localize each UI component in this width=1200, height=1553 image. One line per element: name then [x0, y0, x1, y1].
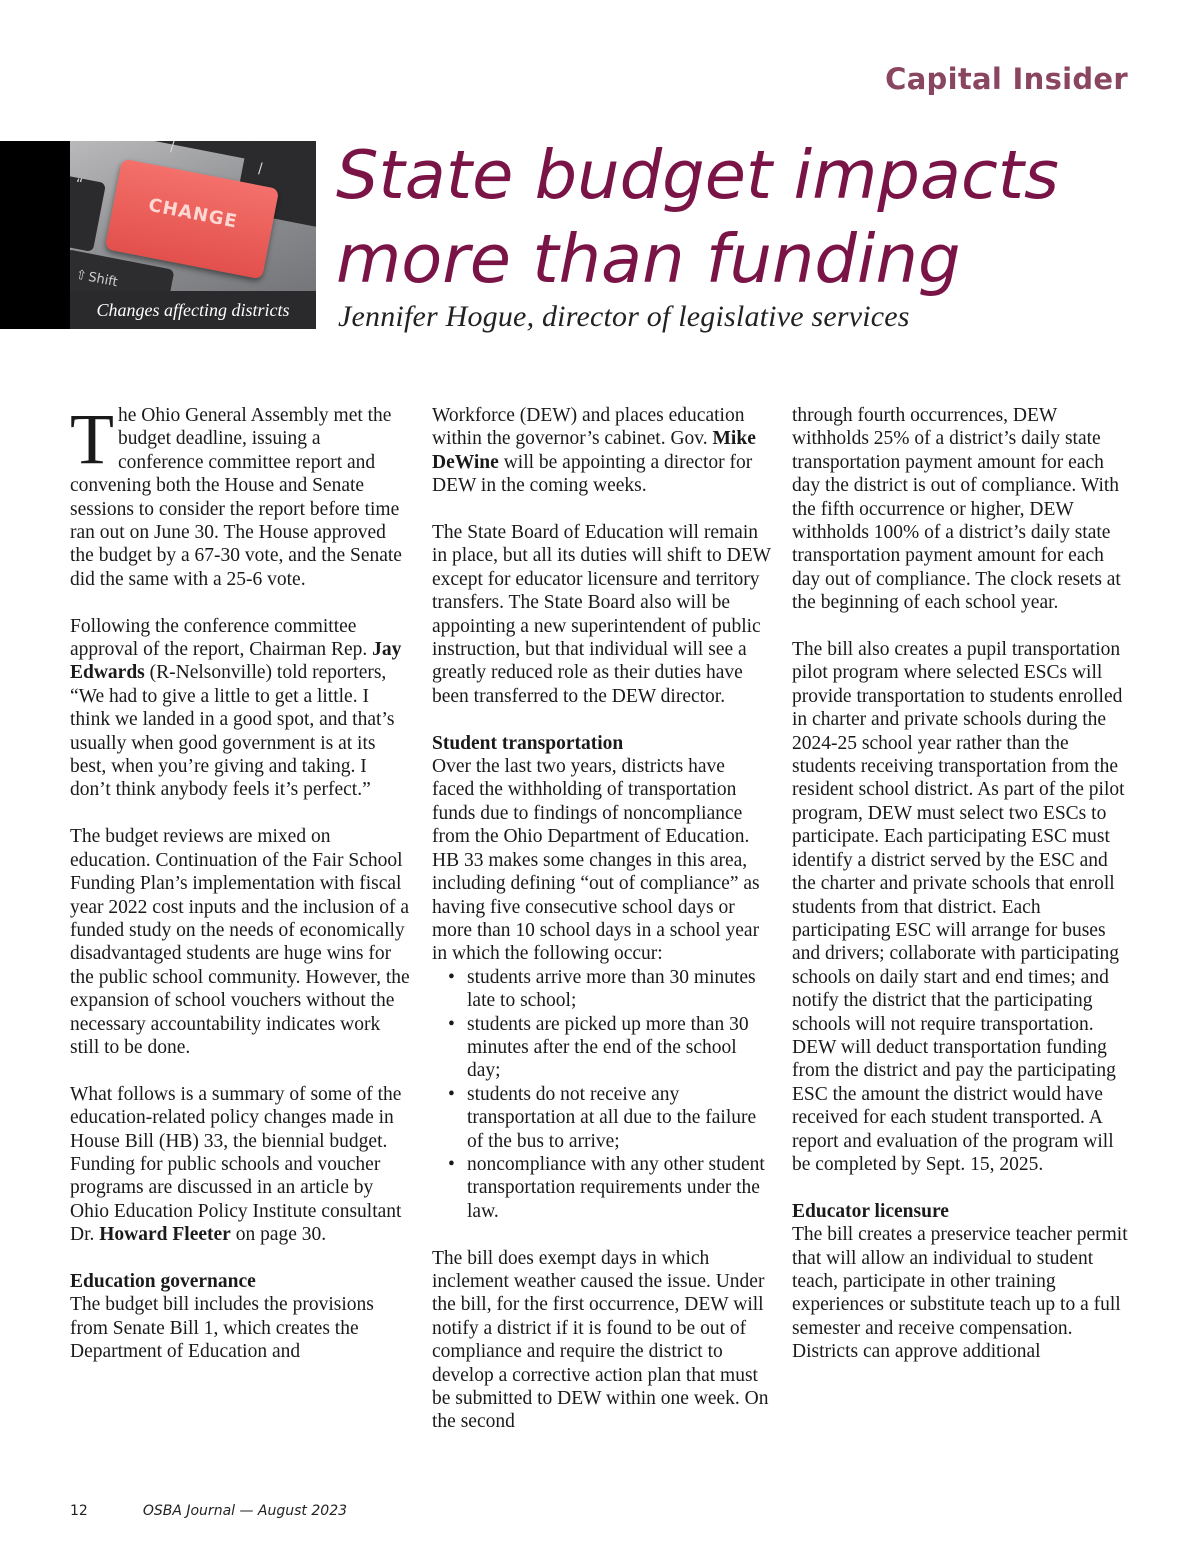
list-item: • students do not receive any transportation at all due to the failure of the bus to arrive; [448, 1083, 772, 1153]
page-number: 12 [70, 1503, 88, 1519]
paragraph: Over the last two years, districts have faced the withholding of transportation funds due to findings of noncompliance from the Ohio Department of Education. HB 33 makes some changes in this area, including defining “out of compliance” as having five consecutive school days or more than 10 school days in a school year in which the following occur: [432, 756, 760, 965]
page-footer [70, 1503, 347, 1519]
list-item: • noncompliance with any other student transportation requirements under the law. [448, 1153, 772, 1223]
shift-arrow-icon: ⇧Shift [74, 267, 119, 291]
paragraph: The Ohio General Assembly met the budget deadline, issuing a conference committee report and convening both the House and Senate sessions to consider the report before time ran out on June 30. The House approved the budget by a 67-30 vote, and the Senate did the same with a 25-6 vote. [70, 399, 402, 590]
paragraph: The bill also creates a pupil transportation pilot program where selected ESCs will provide transportation to students enrolled in charter and private schools during the 2024-25 school year rather than the students receiving transportation from the resident school district. As part of the pilot program, DEW must select two ESCs to participate. Each participating ESC must identify a district served by the ESC and the charter and private schools that enroll students from that district. Each participating ESC will arrange for buses and drivers; collaborate with participating schools on daily start and end times; and notify the district that the participating schools will not require transportation. DEW will deduct transportation funding from the district and pay the participating ESC the amount the district would have received for each student transported. A report and evaluation of the program will be completed by Sept. 15, 2025. [792, 639, 1125, 1175]
publication-name: OSBA Journal — August 2023 [142, 1503, 348, 1519]
key-glyph: “ [76, 177, 84, 193]
paragraph: The budget reviews are mixed on education. Continuation of the Fair School Funding Plan’s implementation with fiscal year 2022 cost inputs and the inclusion of a funded study on the needs of economically disadvantaged students are huge wins for the public school community. However, the expansion of school vouchers without the necessary accountability indicates work still to be done. [70, 826, 410, 1058]
paragraph: The State Board of Education will remain in place, but all its duties will shift to DEW except for educator licensure and territory transfers. The State Board also will be appointing a new superintendent of public instruction, but that individual will see a greatly reduced role as their duties have been transferred to the DEW director. [432, 522, 771, 707]
paragraph: through fourth occurrences, DEW withholds 25% of a district’s daily state transportation payment amount for each day the district is out of compliance. With the fifth occurrence or higher, DEW withholds 100% of a district’s daily state transportation payment amount for each day out of compliance. The clock resets at the beginning of each school year. [792, 405, 1121, 614]
headline-line: more than funding [336, 220, 961, 298]
drop-cap: T [70, 399, 114, 479]
section-label: Capital Insider [885, 62, 1128, 96]
key-glyph: / [258, 161, 263, 177]
subheading-governance: Education governance [70, 1270, 256, 1292]
person-name: Howard Fleeter [99, 1224, 231, 1246]
hero-caption: Changes affecting districts [70, 291, 316, 329]
subheading-licensure: Educator licensure [792, 1200, 949, 1222]
article-headline [336, 133, 1059, 301]
paragraph: The budget bill includes the provisions from Senate Bill 1, which creates the Department of Education and [70, 1294, 374, 1363]
person-name: Jay Edwards [70, 639, 402, 684]
list-item: • students are picked up more than 30 minutes after the end of the school day; [448, 1013, 772, 1083]
article-column-3 [792, 404, 1132, 1364]
key-glyph: / [170, 141, 175, 155]
person-name: Mike DeWine [432, 428, 756, 473]
change-key: CHANGE [105, 159, 280, 280]
paragraph: The bill creates a preservice teacher permit that will allow an individual to student teach, participate in other training experiences or substitute teach up to a full semester and receive compensation. Districts can approve additional [792, 1224, 1128, 1363]
paragraph: What follows is a summary of some of the education-related policy changes made in House Bill (HB) 33, the biennial budget. Funding for public schools and voucher programs are discussed in an article by Ohio Education Policy Institute consultant Dr. Howard Fleeter on page 30. [70, 1083, 402, 1246]
headline-line: State budget impacts [336, 136, 1059, 214]
list-item: • students arrive more than 30 minutes late to school; [448, 966, 772, 1013]
byline: Jennifer Hogue, director of legislative services [338, 300, 910, 333]
paragraph: Following the conference committee approval of the report, Chairman Rep. Jay Edwards (R-Nelsonville) told reporters, “We had to give a little to get a little. I think we landed in a good spot, and that’s usually when good government is at its best, when you’re giving and taking. I don’t think anybody feels it’s perfect.” [70, 615, 402, 801]
paragraph: Workforce (DEW) and places education within the governor’s cabinet. Gov. Mike DeWine will be appointing a director for DEW in the coming weeks. [432, 405, 756, 497]
paragraph: The bill does exempt days in which inclement weather caused the issue. Under the bill, for the first occurrence, DEW will notify a district if it is found to be out of compliance and require the district to develop a corrective action plan that must be submitted to DEW within one week. On the second [432, 1247, 769, 1433]
hero-image [0, 141, 316, 329]
article-column-1 [70, 399, 410, 1364]
subheading-transportation: Student transportation [432, 732, 624, 754]
bullet-list [432, 966, 772, 1223]
article-column-2 [432, 404, 772, 1434]
